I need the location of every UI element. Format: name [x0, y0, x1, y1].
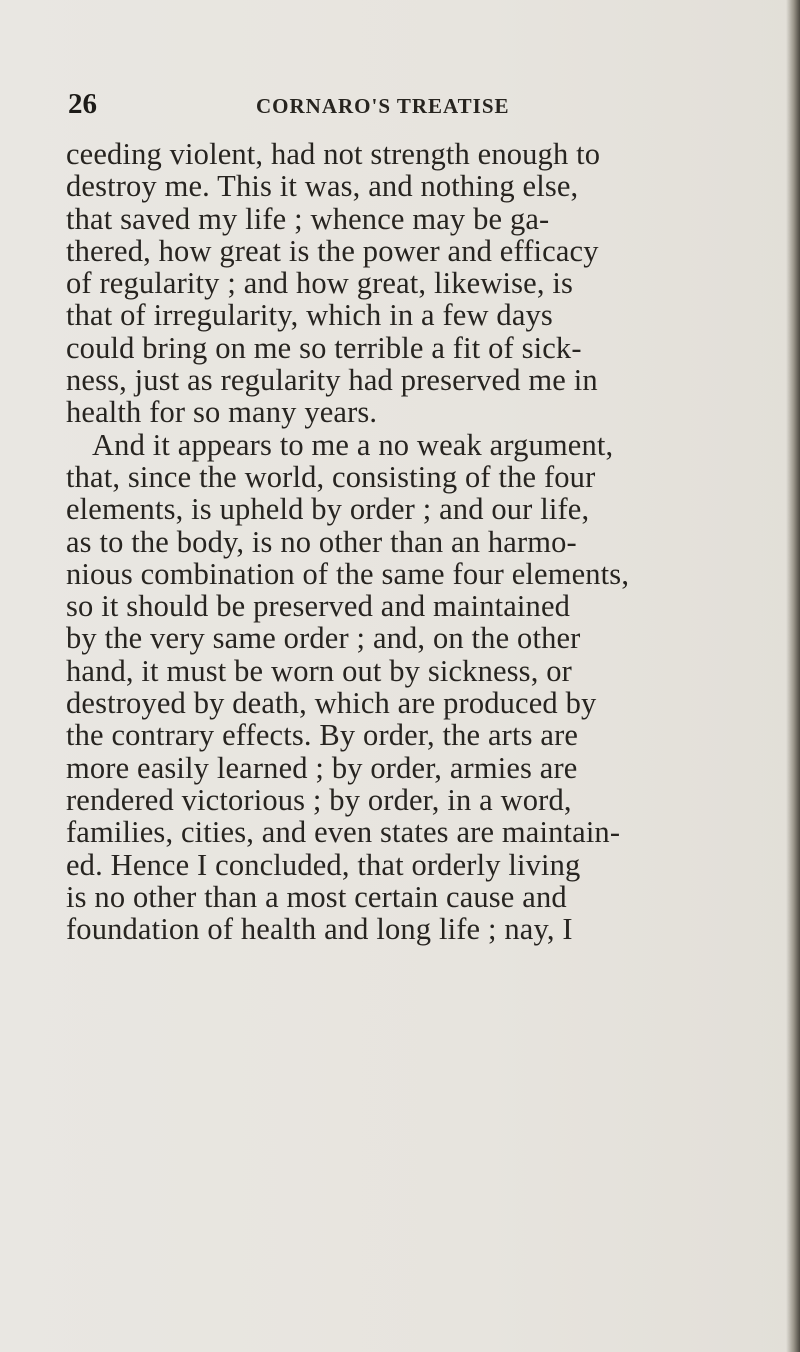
- text-line: that saved my life ; whence may be ga-: [66, 201, 550, 236]
- body-text: [66, 138, 766, 945]
- text-line: ness, just as regularity had preserved me in: [66, 363, 598, 398]
- paragraph-start-line: And it appears to me a no weak argument,: [92, 427, 614, 462]
- text-line: the contrary effects. By order, the arts are: [66, 718, 579, 753]
- page-header: [68, 88, 668, 124]
- text-line: destroyed by death, which are produced by: [66, 686, 597, 721]
- text-line: destroy me. This it was, and nothing else,: [66, 169, 579, 204]
- text-line: nious combination of the same four elements,: [66, 556, 630, 591]
- text-line: so it should be preserved and maintained: [66, 589, 571, 624]
- text-line: thered, how great is the power and efficacy: [66, 233, 599, 268]
- page-edge-shadow: [786, 0, 800, 1352]
- text-line: as to the body, is no other than an harmo-: [66, 524, 577, 559]
- text-line: by the very same order ; and, on the other: [66, 621, 581, 656]
- text-line: hand, it must be worn out by sickness, or: [66, 653, 572, 688]
- text-line: that of irregularity, which in a few days: [66, 298, 553, 333]
- text-line: of regularity ; and how great, likewise, is: [66, 266, 574, 301]
- text-line: more easily learned ; by order, armies are: [66, 750, 578, 785]
- text-line: could bring on me so terrible a fit of sick-: [66, 330, 582, 365]
- text-line: elements, is upheld by order ; and our life,: [66, 492, 590, 527]
- text-line: rendered victorious ; by order, in a word,: [66, 782, 572, 817]
- text-line: is no other than a most certain cause and: [66, 879, 567, 914]
- text-line: ceeding violent, had not strength enough to: [66, 137, 601, 171]
- running-head: CORNARO'S TREATISE: [256, 94, 510, 118]
- text-line: families, cities, and even states are maintain-: [66, 815, 621, 850]
- page-number: 26: [68, 88, 97, 120]
- text-line: ed. Hence I concluded, that orderly living: [66, 847, 581, 882]
- text-line: health for so many years.: [66, 395, 378, 430]
- text-line: that, since the world, consisting of the four: [66, 459, 596, 494]
- text-line: foundation of health and long life ; nay, I: [66, 912, 573, 947]
